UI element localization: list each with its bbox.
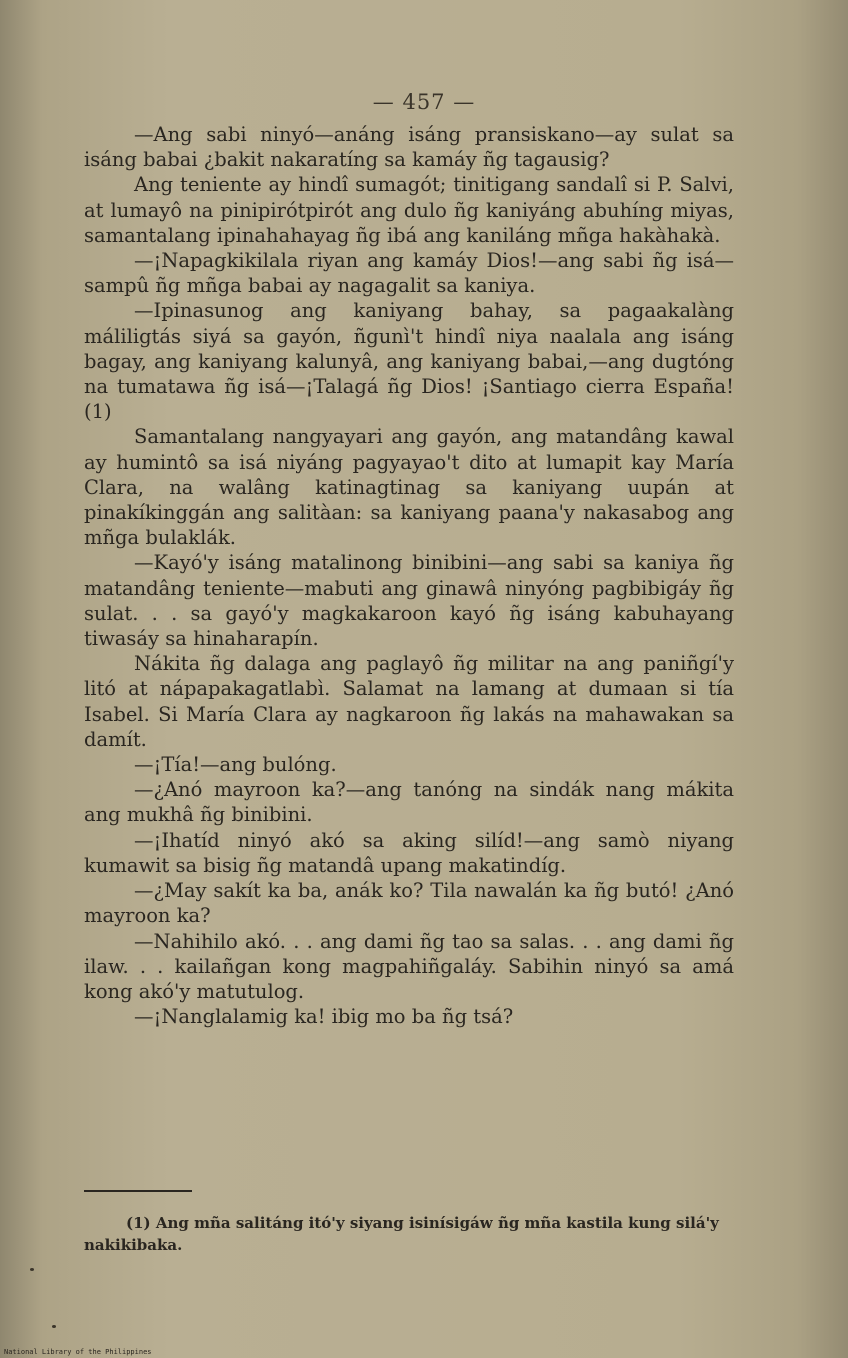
paragraph-1: —Ang sabi ninyó—anáng isáng pransiskano—ay sulat sa isáng babai ¿bakit nakaratíng sa kamáy ñg tagausig? <box>84 123 734 172</box>
paragraph-4: —Ipinasunog ang kaniyang bahay, sa pagaakalàng máliligtás siyá sa gayón, ñgunì't hindî niya naalala ang isáng bagay, ang kaniyang kalunyâ, ang kaniyang babai,—ang dugtóng na tumatawa ñg isá—¡Talagá ñg Dios! ¡Santiago cierra España! (1) <box>84 299 734 424</box>
paragraph-9: —¿Anó mayroon ka?—ang tanóng na sindák nang mákita ang mukhâ ñg binibini. <box>84 778 734 827</box>
paragraph-13: —¡Nanglalamig ka! ibig mo ba ñg tsá? <box>134 1005 514 1029</box>
page-number: — 457 — <box>372 90 476 114</box>
ink-speck <box>30 1268 34 1271</box>
paragraph-6: —Kayó'y isáng matalinong binibini—ang sabi sa kaniya ñg matandâng teniente—mabuti ang ginawâ ninyóng pagbibigáy ñg sulat. . . sa gayó'y magkakaroon kayó ñg isáng kabuhayang tiwasáy sa hinaharapín. <box>84 551 734 651</box>
library-credit: National Library of the Philippines <box>4 1348 152 1356</box>
paragraph-2: Ang teniente ay hindî sumagót; tinitigang sandalî si P. Salvi, at lumayô na pinipirótpirót ang dulo ñg kaniyáng abuhíng miyas, samantalang ipinahahayag ñg ibá ang kaniláng mñga hakàhakà. <box>84 173 734 247</box>
paragraph-3: —¡Napagkikilala riyan ang kamáy Dios!—ang sabi ñg isá—sampû ñg mñga babai ay nagagalit sa kaniya. <box>84 249 734 298</box>
footnote-rule <box>84 1190 192 1192</box>
paragraph-10: —¡Ihatíd ninyó akó sa aking silíd!—ang samò niyang kumawit sa bisig ñg matandâ upang makatindíg. <box>84 828 734 877</box>
footnote: (1) Ang mña salitáng itó'y siyang isinísigáw ñg mña kastila kung silá'y nakikibaka. <box>84 1214 719 1254</box>
body-text <box>84 122 734 1029</box>
paragraph-7: Nákita ñg dalaga ang paglayô ñg militar na ang paniñgí'y litó at nápapakagatlabì. Salamat na lamang at dumaan si tía Isabel. Si María Clara ay nagkaroon ñg lakás na mahawakan sa damít. <box>84 652 734 751</box>
paragraph-5: Samantalang nangyayari ang gayón, ang matandâng kawal ay humintô sa isá niyáng pagyayao't dito at lumapit kay María Clara, na walâng katinagtinag sa kaniyang uupán at pinakíkinggán ang salitàan: sa kaniyang paana'y nakasabog ang mñga bulaklák. <box>84 425 734 550</box>
paragraph-12: —Nahihilo akó. . . ang dami ñg tao sa salas. . . ang dami ñg ilaw. . . kailañgan kong magpahiñgaláy. Sabihin ninyó sa amá kong akó'y matutulog. <box>84 929 734 1003</box>
paragraph-11: —¿May sakít ka ba, anák ko? Tila nawalán ka ñg butó! ¿Anó mayroon ka? <box>84 879 734 928</box>
paragraph-8: —¡Tía!—ang bulóng. <box>134 753 337 777</box>
ink-speck <box>52 1325 56 1328</box>
